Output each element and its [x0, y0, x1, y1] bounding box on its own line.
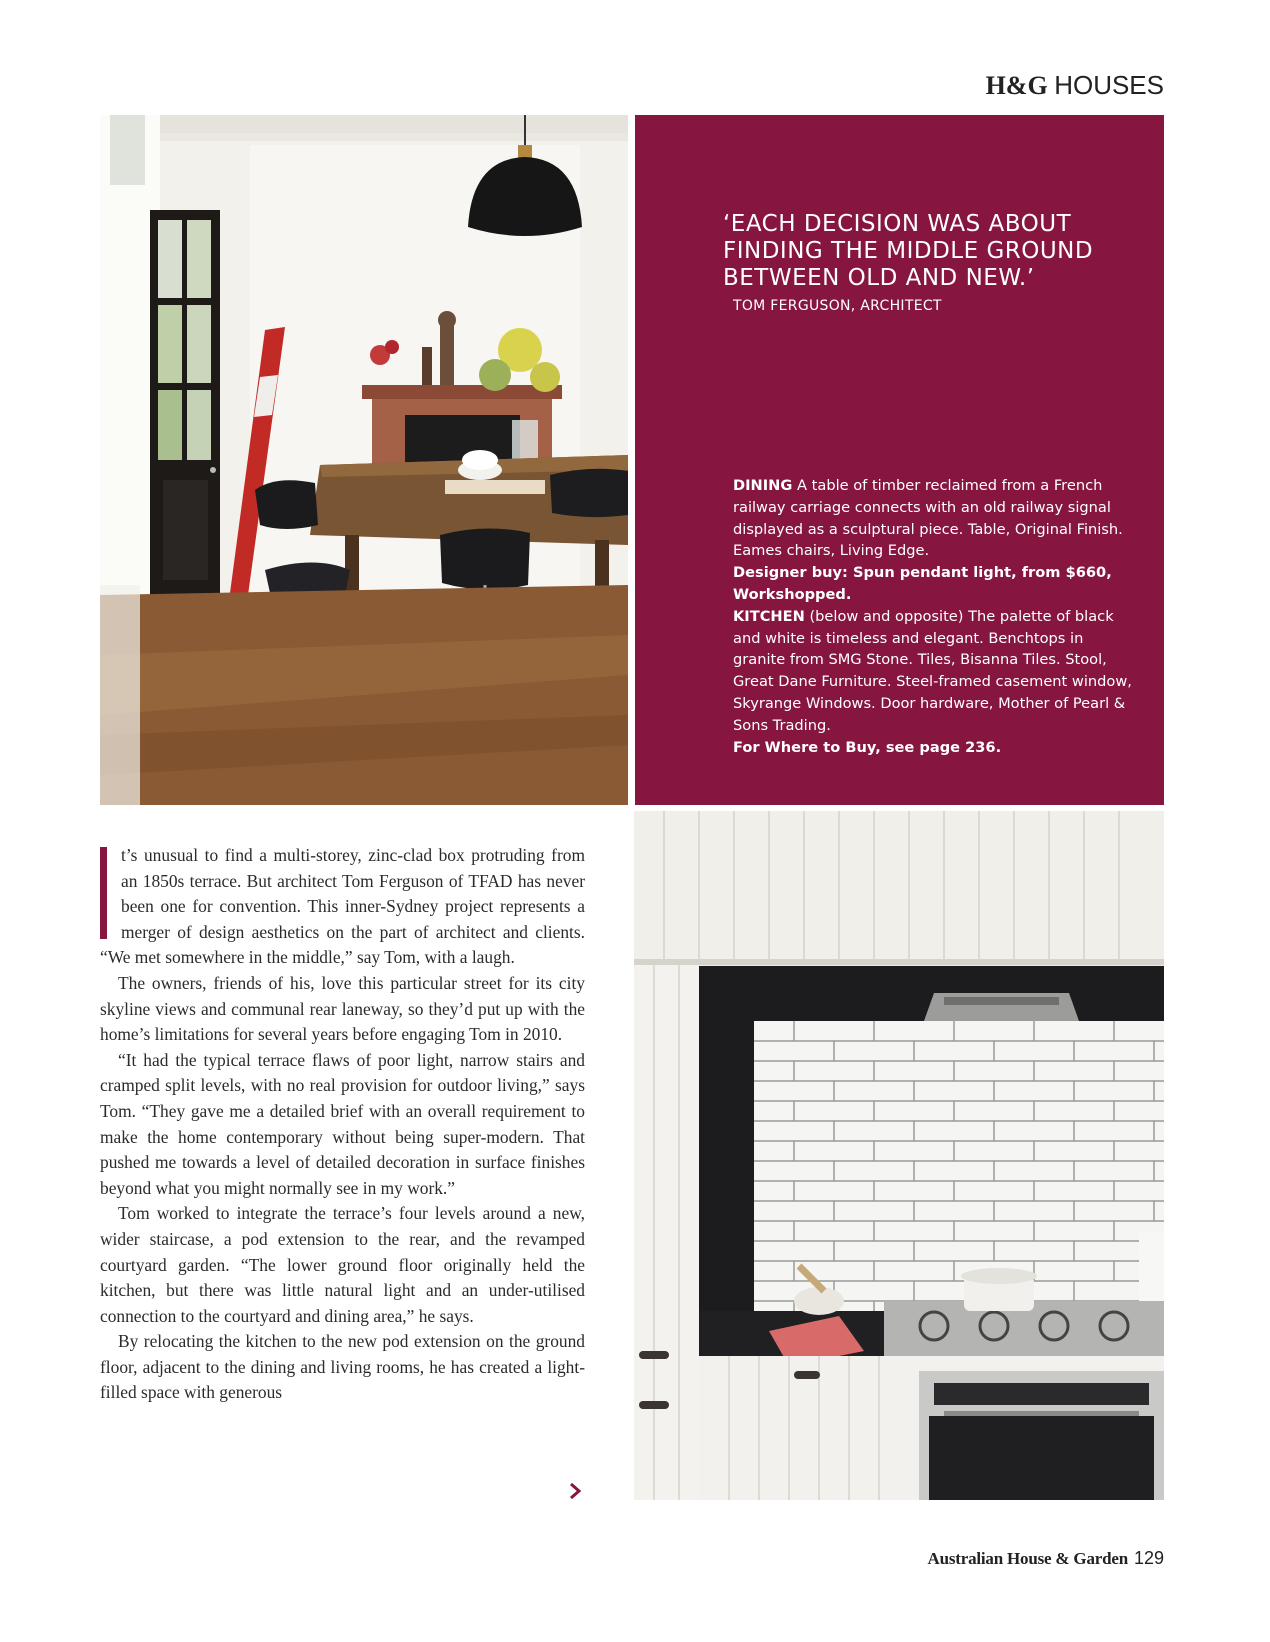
caption-kitchen-label: KITCHEN — [733, 607, 805, 625]
article-body — [100, 843, 585, 1406]
page-number: 129 — [1133, 1548, 1164, 1568]
article-paragraph-3: “It had the typical terrace flaws of poor light, narrow stairs and cramped split levels, with no real provision for outdoor living,” says Tom. “They gave me a detailed brief with an overall requirement to make the home contemporary without being super-modern. That pushed me towards a level of detailed decoration in surface finishes beyond what you might normally see in my work.” — [100, 1049, 585, 1198]
kitchen-photo — [634, 811, 1164, 1500]
article-paragraph-5: By relocating the kitchen to the new pod extension on the ground floor, adjacent to the dining and living rooms, he has created a light-filled space with generous — [100, 1331, 585, 1403]
magazine-name: Australian House & Garden — [927, 1549, 1128, 1568]
caption-dining-text: A table of timber reclaimed from a French railway carriage connects with an old railway signal displayed as a sculptural piece. Table, Original Finish. Eames chairs, Living Edge. — [733, 477, 1123, 560]
caption-designer-buy: Designer buy: Spun pendant light, from $660, Workshopped. — [733, 564, 1112, 603]
chevron-right-icon — [567, 1480, 583, 1502]
photo-caption — [733, 475, 1133, 758]
article-paragraph-2: The owners, friends of his, love this particular street for its city skyline views and communal rear laneway, so they’d put up with the home’s limitations for several years before engaging Tom in 2010. — [100, 972, 585, 1045]
article-paragraph-4: Tom worked to integrate the terrace’s four levels around a new, wider staircase, a pod extension to the rear, and the revamped courtyard garden. “The lower ground floor originally held the kitchen, but there was little natural light and an under-utilised connection to the courtyard and dining area,” he says. — [100, 1203, 585, 1326]
quote-panel — [635, 115, 1164, 805]
dining-photo — [100, 115, 628, 805]
pull-quote: ‘EACH DECISION WAS ABOUT FINDING THE MIDDLE GROUND BETWEEN OLD AND NEW.’ — [723, 211, 1094, 291]
article-paragraph-1: t’s unusual to find a multi-storey, zinc-clad box protruding from an 1850s terrace. But architect Tom Ferguson of TFAD has never been one for convention. This inner-Sydney project represents a merger of design aesthetics on the part of architect and clients. “We met somewhere in the middle,” say Tom, with a laugh. — [100, 845, 585, 968]
section-header — [986, 70, 1164, 101]
caption-where-to-buy: For Where to Buy, see page 236. — [733, 738, 1002, 756]
page-footer — [928, 1548, 1164, 1569]
drop-cap-bar — [100, 847, 107, 939]
section-name: HOUSES — [1054, 70, 1164, 100]
caption-kitchen-text: (below and opposite) The palette of black and white is timeless and elegant. Benchtops in granite from SMG Stone. Tiles, Bisanna Tiles. Stool, Great Dane Furniture. Steel-framed casement window, Skyrange Windows. Door hardware, Mother of Pearl & Sons Trading. — [733, 607, 1132, 734]
brand-mark: H&G — [985, 71, 1048, 100]
caption-dining-label: DINING — [733, 477, 793, 494]
quote-attribution: TOM FERGUSON, ARCHITECT — [733, 298, 942, 314]
